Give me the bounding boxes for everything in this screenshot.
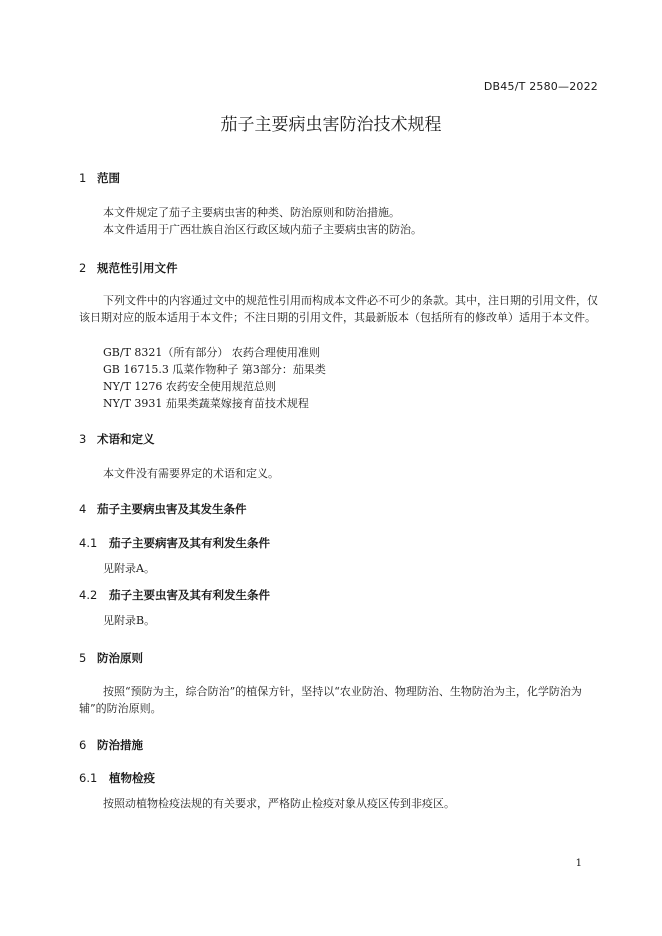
reference-item: GB 16715.3 瓜菜作物种子 第3部分：茄果类 <box>103 363 326 376</box>
section-number: 4.2 <box>79 588 98 602</box>
section-title: 植物检疫 <box>109 771 155 785</box>
section-number: 2 <box>79 261 87 275</box>
section-title: 防治措施 <box>97 738 143 752</box>
section-title: 茄子主要病害及其有利发生条件 <box>109 536 270 550</box>
subsection-6-1-heading <box>79 770 155 786</box>
section-number: 1 <box>79 171 87 185</box>
page-number: 1 <box>575 858 582 869</box>
reference-item: GB/T 8321（所有部分） 农药合理使用准则 <box>103 346 320 359</box>
paragraph: 本文件没有需要界定的术语和定义。 <box>103 467 279 480</box>
paragraph: 本文件规定了茄子主要病虫害的种类、防治原则和防治措施。 <box>103 206 400 219</box>
section-title: 范围 <box>97 171 120 185</box>
section-number: 4 <box>79 502 87 516</box>
section-title: 茄子主要病虫害及其发生条件 <box>97 502 247 516</box>
section-number: 6 <box>79 738 87 752</box>
section-title: 茄子主要虫害及其有利发生条件 <box>109 588 270 602</box>
section-1-heading <box>79 170 120 186</box>
section-5-heading <box>79 650 143 666</box>
document-title: 茄子主要病虫害防治技术规程 <box>220 115 442 135</box>
paragraph: 见附录B。 <box>103 614 156 627</box>
section-2-heading <box>79 260 178 276</box>
document-number: DB45/T 2580—2022 <box>483 80 598 93</box>
reference-item: NY/T 3931 茄果类蔬菜嫁接育苗技术规程 <box>103 397 309 410</box>
section-6-heading <box>79 737 143 753</box>
section-title: 防治原则 <box>97 651 143 665</box>
paragraph: 下列文件中的内容通过文中的规范性引用而构成本文件必不可少的条款。其中，注日期的引用文件，仅该日期对应的版本适用于本文件；不注日期的引用文件，其最新版本（包括所有的修改单）适用于本文件。 <box>79 294 598 324</box>
section-number: 4.1 <box>79 536 98 550</box>
paragraph: 本文件适用于广西壮族自治区行政区域内茄子主要病虫害的防治。 <box>103 223 422 236</box>
section-4-heading <box>79 501 247 517</box>
reference-item: NY/T 1276 农药安全使用规范总则 <box>103 380 276 393</box>
subsection-4-1-heading <box>79 535 270 551</box>
section-number: 5 <box>79 651 87 665</box>
section-number: 6.1 <box>79 771 98 785</box>
section-number: 3 <box>79 432 87 446</box>
subsection-4-2-heading <box>79 587 270 603</box>
section-title: 术语和定义 <box>97 432 155 446</box>
paragraph: 按照“预防为主，综合防治”的植保方针，坚持以“农业防治、物理防治、生物防治为主，化学防治为辅”的防治原则。 <box>79 685 582 715</box>
section-title: 规范性引用文件 <box>97 261 178 275</box>
section-3-heading <box>79 431 155 447</box>
paragraph: 见附录A。 <box>103 562 155 575</box>
paragraph: 按照动植物检疫法规的有关要求，严格防止检疫对象从疫区传到非疫区。 <box>103 797 455 810</box>
